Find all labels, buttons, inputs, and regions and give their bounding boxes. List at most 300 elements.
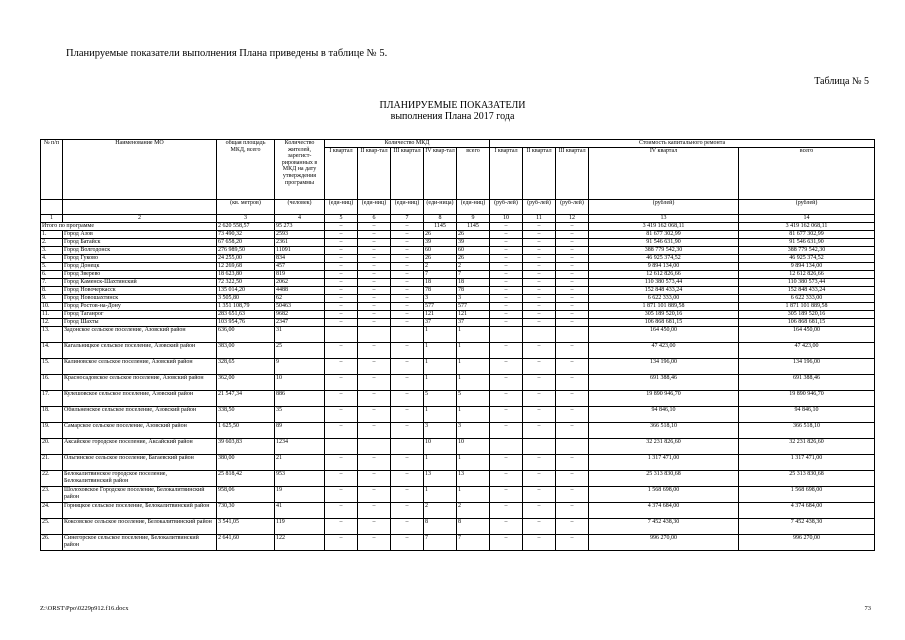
table-cell: 8. <box>41 287 63 295</box>
header-cost-group: Стоимость капитального ремонта <box>490 140 875 148</box>
municipality-name: Город Шахты <box>63 319 217 327</box>
table-cell: 1 317 471,00 <box>739 455 875 471</box>
table-cell: – <box>391 519 424 535</box>
header-row-1 <box>41 140 875 148</box>
table-cell: 2 <box>424 503 457 519</box>
table-cell: – <box>358 287 391 295</box>
table-cell: – <box>358 535 391 551</box>
table-cell: – <box>490 311 523 319</box>
table-cell: – <box>391 311 424 319</box>
table-cell: – <box>556 295 589 303</box>
table-cell: 283 651,63 <box>217 311 275 319</box>
table-row <box>41 319 875 327</box>
plan-indicators-table <box>40 139 875 551</box>
table-cell: – <box>325 359 358 375</box>
column-number-cell: 5 <box>325 215 358 223</box>
units-cell: (рублей) <box>739 200 875 215</box>
table-cell: – <box>490 287 523 295</box>
table-cell: 26 <box>424 255 457 263</box>
table-cell: 18 <box>424 279 457 287</box>
municipality-name: Задонское сельское поселение, Азовский район <box>63 327 217 343</box>
table-cell <box>325 439 358 455</box>
table-cell: – <box>325 455 358 471</box>
table-cell: 4 374 684,00 <box>739 503 875 519</box>
table-cell: – <box>523 319 556 327</box>
table-cell: 22. <box>41 471 63 487</box>
table-cell: 1 <box>457 343 490 359</box>
table-cell: 1 317 471,00 <box>589 455 739 471</box>
table-cell: – <box>391 423 424 439</box>
municipality-name: Ольгинское сельское поселение, Багаевский район <box>63 455 217 471</box>
table-cell: 21 <box>275 455 325 471</box>
table-cell: 1 <box>424 343 457 359</box>
table-cell: – <box>523 343 556 359</box>
table-cell <box>325 327 358 343</box>
table-cell: – <box>556 423 589 439</box>
table-cell: – <box>556 359 589 375</box>
table-cell: – <box>325 391 358 407</box>
table-row <box>41 303 875 311</box>
table-cell: 1 871 101 889,58 <box>589 303 739 311</box>
table-cell: – <box>325 239 358 247</box>
table-cell: 19 890 946,70 <box>589 391 739 407</box>
table-cell <box>391 439 424 455</box>
table-row <box>41 311 875 319</box>
table-cell: – <box>490 255 523 263</box>
table-cell: 13. <box>41 327 63 343</box>
table-cell: 2 <box>457 263 490 271</box>
table-cell: 1. <box>41 231 63 239</box>
table-cell: 3 <box>457 295 490 303</box>
table-cell: 119 <box>275 519 325 535</box>
table-cell: 20. <box>41 439 63 455</box>
table-cell: – <box>490 239 523 247</box>
table-cell: 134 196,00 <box>589 359 739 375</box>
table-row <box>41 263 875 271</box>
table-cell: – <box>556 255 589 263</box>
table-cell: – <box>490 279 523 287</box>
table-cell: 6 622 333,00 <box>589 295 739 303</box>
table-cell: 953 <box>275 471 325 487</box>
table-cell: 7 452 438,30 <box>739 519 875 535</box>
municipality-name: Аксайское городское поселение, Аксайский район <box>63 439 217 455</box>
total-cell: – <box>490 223 523 231</box>
table-cell: – <box>490 503 523 519</box>
municipality-name: Горняцкое сельское поселение, Белокалитвинский район <box>63 503 217 519</box>
table-cell: 7 <box>457 535 490 551</box>
table-cell: 135 014,20 <box>217 287 275 295</box>
table-cell: 2 <box>424 263 457 271</box>
table-cell: 18 623,80 <box>217 271 275 279</box>
table-cell: 1 <box>457 359 490 375</box>
table-cell: 3 505,80 <box>217 295 275 303</box>
municipality-name: Коксовское сельское поселение, Белокалитвинский район <box>63 519 217 535</box>
municipality-name: Город Гуково <box>63 255 217 263</box>
table-cell: 276 989,50 <box>217 247 275 255</box>
header-q4: IV квар-тал <box>424 148 457 200</box>
table-cell: – <box>523 271 556 279</box>
table-cell: – <box>358 255 391 263</box>
table-cell: 46 925 374,52 <box>589 255 739 263</box>
table-cell: 21. <box>41 455 63 471</box>
table-cell: – <box>556 311 589 319</box>
table-cell: 636,00 <box>217 327 275 343</box>
table-cell: 1 871 101 889,58 <box>739 303 875 311</box>
table-cell: 67 658,20 <box>217 239 275 247</box>
table-cell: 23. <box>41 487 63 503</box>
table-cell: – <box>523 247 556 255</box>
intro-text: Планируемые показатели выполнения Плана приведены в таблице № 5. <box>66 48 388 59</box>
table-cell: 24 255,00 <box>217 255 275 263</box>
table-cell: 996 270,00 <box>589 535 739 551</box>
table-cell: – <box>358 391 391 407</box>
table-cell: – <box>358 407 391 423</box>
municipality-name: Город Новошахтинск <box>63 295 217 303</box>
table-cell: – <box>358 455 391 471</box>
table-cell: – <box>358 279 391 287</box>
table-row <box>41 231 875 239</box>
table-cell: – <box>325 487 358 503</box>
column-number-row <box>41 215 875 223</box>
table-row <box>41 487 875 503</box>
table-cell: 26 <box>424 231 457 239</box>
table-cell: – <box>391 487 424 503</box>
table-cell: – <box>391 239 424 247</box>
total-cell: Итого по программе <box>41 223 217 231</box>
table-cell: – <box>391 535 424 551</box>
table-cell: 11091 <box>275 247 325 255</box>
table-cell: – <box>490 303 523 311</box>
table-cell: 1 <box>457 455 490 471</box>
table-cell: 32 231 826,60 <box>589 439 739 455</box>
municipality-name: Город Азов <box>63 231 217 239</box>
table-cell: 305 189 520,16 <box>739 311 875 319</box>
table-cell: 121 <box>457 311 490 319</box>
table-cell: – <box>490 295 523 303</box>
units-cell: (еди-ниц) <box>358 200 391 215</box>
table-cell: – <box>523 311 556 319</box>
table-cell: 7 452 438,30 <box>589 519 739 535</box>
table-cell: – <box>490 319 523 327</box>
table-cell: – <box>490 519 523 535</box>
column-number-cell: 1 <box>41 215 63 223</box>
table-cell: – <box>556 455 589 471</box>
table-cell: – <box>523 263 556 271</box>
table-cell: 691 388,46 <box>739 375 875 391</box>
table-cell: – <box>556 503 589 519</box>
table-cell: – <box>325 535 358 551</box>
total-cell: 3 419 162 068,11 <box>589 223 739 231</box>
table-cell: – <box>556 343 589 359</box>
table-cell: 10 <box>457 439 490 455</box>
municipality-name: Город Таганрог <box>63 311 217 319</box>
header-q3: III квартал <box>391 148 424 200</box>
table-cell: – <box>358 423 391 439</box>
units-cell: (руб-лей) <box>523 200 556 215</box>
table-cell: – <box>391 343 424 359</box>
units-cell: (человек) <box>275 200 325 215</box>
table-cell: 383,00 <box>217 343 275 359</box>
table-cell: – <box>325 375 358 391</box>
table-cell: 46 925 374,52 <box>739 255 875 263</box>
table-cell: – <box>391 231 424 239</box>
table-cell: 2361 <box>275 239 325 247</box>
table-cell: 24. <box>41 503 63 519</box>
column-number-cell: 3 <box>217 215 275 223</box>
table-cell: – <box>325 343 358 359</box>
table-cell: 73 490,32 <box>217 231 275 239</box>
total-row <box>41 223 875 231</box>
table-cell: – <box>523 279 556 287</box>
table-cell: – <box>556 231 589 239</box>
table-cell: – <box>490 391 523 407</box>
table-cell: – <box>358 311 391 319</box>
column-number-cell: 2 <box>63 215 217 223</box>
table-cell: – <box>556 487 589 503</box>
table-cell: 5 <box>457 391 490 407</box>
table-cell: – <box>556 319 589 327</box>
table-cell: 26 <box>457 255 490 263</box>
table-cell: – <box>523 255 556 263</box>
municipality-name: Город Каменск-Шахтинский <box>63 279 217 287</box>
header-q2: II квар-тал <box>358 148 391 200</box>
table-cell: 1 <box>424 455 457 471</box>
table-cell: 13 <box>424 471 457 487</box>
table-cell <box>523 327 556 343</box>
table-cell: – <box>556 239 589 247</box>
table-cell: – <box>523 239 556 247</box>
page-number: 73 <box>864 605 871 612</box>
column-number-cell: 6 <box>358 215 391 223</box>
table-cell: – <box>490 263 523 271</box>
table-cell: 328,65 <box>217 359 275 375</box>
table-cell: – <box>490 359 523 375</box>
table-row <box>41 359 875 375</box>
table-cell: – <box>358 359 391 375</box>
units-cell: (руб-лей) <box>490 200 523 215</box>
table-title <box>0 100 905 122</box>
table-cell: 305 189 520,16 <box>589 311 739 319</box>
table-cell: – <box>523 455 556 471</box>
municipality-name: Белокалитвинское городское поселение, Белокалитвинский район <box>63 471 217 487</box>
table-cell: 1 <box>424 487 457 503</box>
table-cell: – <box>556 279 589 287</box>
table-cell: 110 380 573,44 <box>739 279 875 287</box>
table-cell: – <box>523 303 556 311</box>
table-cell: 26. <box>41 535 63 551</box>
table-cell: – <box>391 319 424 327</box>
units-cell: (руб-лей) <box>556 200 589 215</box>
table-cell: 60 <box>424 247 457 255</box>
table-cell: 3. <box>41 247 63 255</box>
total-cell: – <box>391 223 424 231</box>
units-cell <box>41 200 63 215</box>
table-cell: 47 423,00 <box>589 343 739 359</box>
table-cell: 1 <box>457 407 490 423</box>
table-cell: – <box>523 287 556 295</box>
header-mo: Наименование МО <box>63 140 217 200</box>
table-cell: 388 779 542,30 <box>739 247 875 255</box>
units-row <box>41 200 875 215</box>
table-cell: 121 <box>424 311 457 319</box>
table-cell: – <box>490 343 523 359</box>
header-cost-q1: I квартал <box>490 148 523 200</box>
title-line-2: выполнения Плана 2017 года <box>390 111 515 122</box>
table-cell: – <box>391 271 424 279</box>
table-cell: 4 374 684,00 <box>589 503 739 519</box>
table-cell: 39 <box>424 239 457 247</box>
table-cell: – <box>325 303 358 311</box>
table-cell: 5. <box>41 263 63 271</box>
column-number-cell: 13 <box>589 215 739 223</box>
table-cell: – <box>490 471 523 487</box>
table-cell: 2 <box>457 503 490 519</box>
table-cell: – <box>523 503 556 519</box>
table-cell: 9. <box>41 295 63 303</box>
table-cell: 62 <box>275 295 325 303</box>
table-cell: – <box>358 303 391 311</box>
column-number-cell: 12 <box>556 215 589 223</box>
table-cell: – <box>391 375 424 391</box>
table-cell: – <box>556 407 589 423</box>
table-cell: – <box>391 503 424 519</box>
table-cell: 94 846,10 <box>589 407 739 423</box>
table-cell: 577 <box>424 303 457 311</box>
table-cell: 5 <box>424 391 457 407</box>
table-cell: 110 380 573,44 <box>589 279 739 287</box>
table-cell: 7 <box>424 535 457 551</box>
table-cell: 996 270,00 <box>739 535 875 551</box>
table-cell: – <box>325 407 358 423</box>
table-cell: 37 <box>457 319 490 327</box>
table-cell: – <box>523 471 556 487</box>
table-cell <box>523 439 556 455</box>
municipality-name: Красносадовское сельское поселение, Азовский район <box>63 375 217 391</box>
table-cell: – <box>358 503 391 519</box>
table-row <box>41 391 875 407</box>
table-cell: 1 625,50 <box>217 423 275 439</box>
header-cost-q4: IV квартал <box>589 148 739 200</box>
column-number-cell: 10 <box>490 215 523 223</box>
table-cell: 1 <box>457 487 490 503</box>
table-cell: 18 <box>457 279 490 287</box>
table-row <box>41 455 875 471</box>
municipality-name: Самарское сельское поселение, Азовский район <box>63 423 217 439</box>
table-cell: – <box>391 287 424 295</box>
table-cell: 25 <box>275 343 325 359</box>
table-cell: 1 <box>457 375 490 391</box>
table-cell: – <box>358 343 391 359</box>
table-row <box>41 519 875 535</box>
column-number-cell: 11 <box>523 215 556 223</box>
table-cell: – <box>391 263 424 271</box>
table-cell: 60 <box>457 247 490 255</box>
table-cell <box>556 439 589 455</box>
table-row <box>41 239 875 247</box>
units-cell: (еди-ниц) <box>391 200 424 215</box>
table-cell: 366 518,10 <box>739 423 875 439</box>
units-cell: (еди-ниц) <box>457 200 490 215</box>
total-cell: 95 273 <box>275 223 325 231</box>
table-cell: 78 <box>457 287 490 295</box>
table-cell: 338,50 <box>217 407 275 423</box>
table-cell: 4. <box>41 255 63 263</box>
table-cell: – <box>523 535 556 551</box>
table-cell: – <box>391 455 424 471</box>
table-cell: – <box>391 255 424 263</box>
table-cell: – <box>358 271 391 279</box>
total-cell: – <box>556 223 589 231</box>
table-cell: – <box>523 407 556 423</box>
table-row <box>41 439 875 455</box>
municipality-name: Город Батайск <box>63 239 217 247</box>
title-line-1: ПЛАНИРУЕМЫЕ ПОКАЗАТЕЛИ <box>379 100 526 111</box>
table-cell: 366 518,10 <box>589 423 739 439</box>
table-cell: 32 231 826,60 <box>739 439 875 455</box>
table-cell: 1 <box>424 327 457 343</box>
table-cell: – <box>358 319 391 327</box>
table-row <box>41 255 875 263</box>
table-cell: – <box>556 247 589 255</box>
table-cell: – <box>556 303 589 311</box>
table-cell <box>490 327 523 343</box>
table-cell: 94 846,10 <box>739 407 875 423</box>
table-cell: – <box>325 271 358 279</box>
column-number-cell: 7 <box>391 215 424 223</box>
header-residents: Количество жителей, зарегист-рированных в МКД на дату утверждения программы <box>275 140 325 200</box>
header-mkd-group: Количество МКД <box>325 140 490 148</box>
table-cell: – <box>325 423 358 439</box>
table-cell: 1 568 698,00 <box>739 487 875 503</box>
table-cell: – <box>325 319 358 327</box>
table-cell: 1 <box>424 407 457 423</box>
table-cell: 152 848 433,24 <box>589 287 739 295</box>
table-cell: – <box>325 295 358 303</box>
table-cell: – <box>556 271 589 279</box>
table-cell: 14. <box>41 343 63 359</box>
table-cell: – <box>358 519 391 535</box>
table-cell: 10. <box>41 303 63 311</box>
table-row <box>41 503 875 519</box>
column-number-cell: 4 <box>275 215 325 223</box>
table-cell: – <box>391 303 424 311</box>
table-cell: 106 868 681,15 <box>589 319 739 327</box>
table-cell: 577 <box>457 303 490 311</box>
table-row <box>41 375 875 391</box>
table-cell: 7 <box>424 271 457 279</box>
table-cell: – <box>391 407 424 423</box>
table-cell: 91 546 631,90 <box>739 239 875 247</box>
municipality-name: Синегорское сельское поселение, Белокалитвинский район <box>63 535 217 551</box>
table-cell <box>358 439 391 455</box>
total-cell: – <box>523 223 556 231</box>
table-cell: – <box>490 455 523 471</box>
table-cell: – <box>490 231 523 239</box>
table-cell: 691 388,46 <box>589 375 739 391</box>
table-cell: 106 868 681,15 <box>739 319 875 327</box>
table-cell: – <box>556 391 589 407</box>
header-total: всего <box>457 148 490 200</box>
table-cell: 89 <box>275 423 325 439</box>
table-cell: 19 890 946,70 <box>739 391 875 407</box>
municipality-name: Кагальницкое сельское поселение, Азовский район <box>63 343 217 359</box>
table-cell: 25. <box>41 519 63 535</box>
units-cell: (рублей) <box>589 200 739 215</box>
municipality-name: Кулешовское сельское поселение, Азовский район <box>63 391 217 407</box>
table-cell: 18. <box>41 407 63 423</box>
table-cell: 3 <box>424 295 457 303</box>
table-cell: 25 313 830,68 <box>589 471 739 487</box>
